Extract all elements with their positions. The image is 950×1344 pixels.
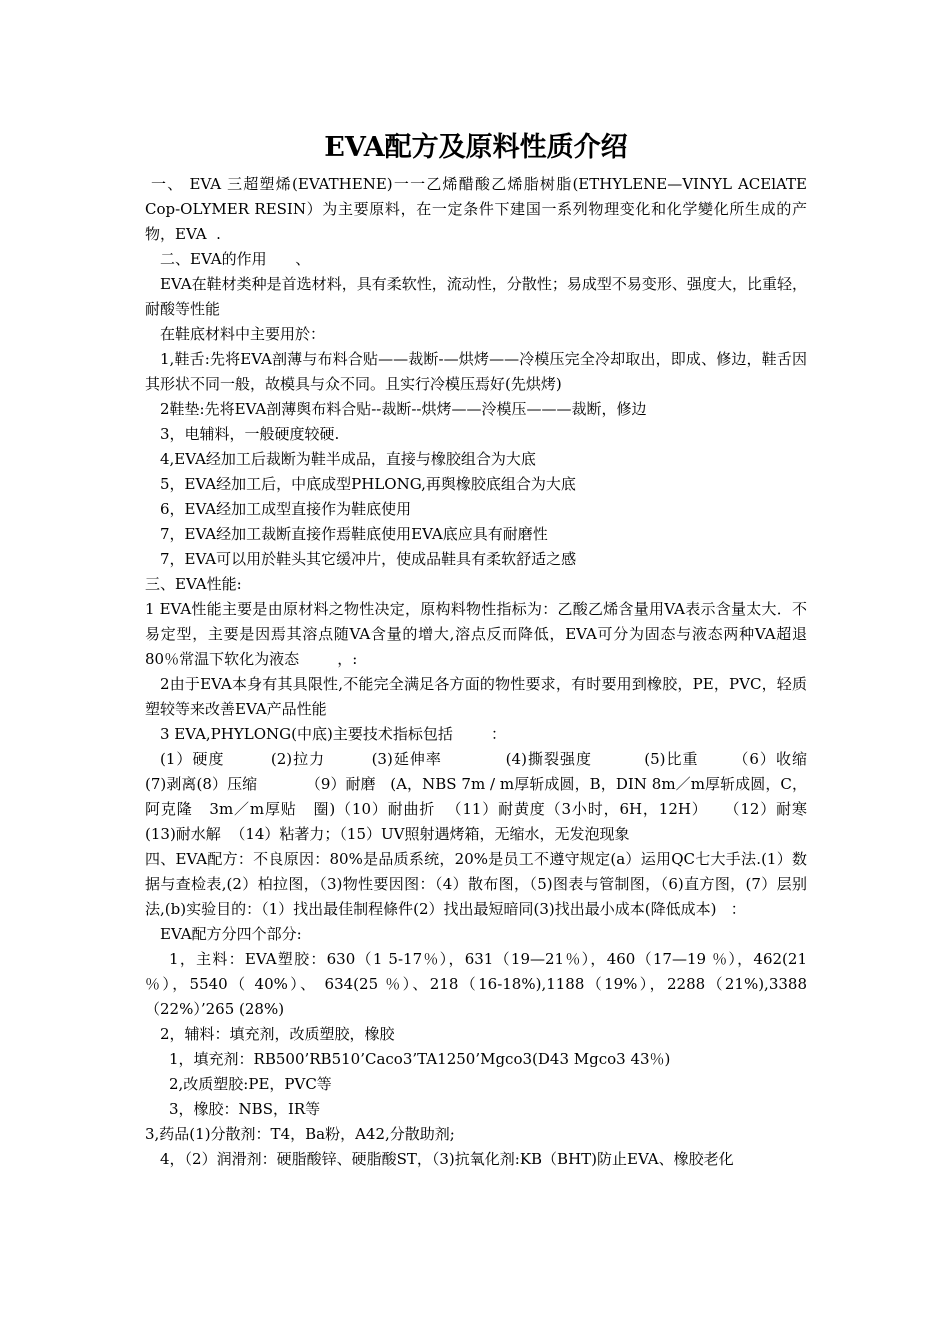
paragraph-list: [145, 172, 855, 1172]
document-title: EVA配方及原料性质介绍: [324, 132, 628, 163]
paragraph: 2，辅料：填充剂，改质塑胶，橡胶: [160, 1025, 395, 1043]
paragraph: 一、 EVA 三超塑烯(EVATHENE)一一乙烯醋酸乙烯脂树脂(ETHYLENE—VINYL ACElATE Cop-OLYMER RESIN）为主要原料，在一定条件下建国一系列物理变化和化学變化所生成的产物，EVA .: [145, 175, 812, 243]
paragraph: 3，电辅料，一般硬度较硬.: [160, 425, 340, 443]
paragraph: 6，EVA经加工成型直接作为鞋底使用: [160, 500, 412, 518]
paragraph: 在鞋底材料中主要用於：: [160, 325, 326, 343]
paragraph: 7，EVA可以用於鞋头其它缓冲片，使成品鞋具有柔软舒适之感: [160, 550, 577, 568]
paragraph: 1，填充剂：RB500’RB510’Caco3’TA1250’Mgco3(D43 Mgco3 43％): [169, 1050, 671, 1068]
paragraph: 3，橡胶：NBS，IR等: [169, 1100, 321, 1118]
paragraph: 7，EVA经加工裁断直接作焉鞋底使用EVA底应具有耐磨性: [160, 525, 548, 543]
paragraph: (1）硬度 (2)拉力 (3)延伸率 (4)撕裂强度 (5)比重 （6）收缩 (7)剥离(8）压缩 （9）耐磨 (A，NBS 7m / m厚斩成圆，B，DIN 8m／m厚斩成圆，C，阿克隆 3m／m厚贴 圈)（10）耐曲折 （11）耐黄度（3小时，6H，12H） （12）耐寒 (13)耐水解 （14）粘著力；（15）UV照射遇烤箱，无缩水，无发泡现象: [145, 750, 855, 843]
paragraph: 3,药品(1)分散剂：T4，Ba粉，A42,分散助剂;: [145, 1125, 455, 1143]
paragraph: 四、EVA配方：不良原因：80%是品质系统，20%是员工不遵守规定(a）运用QC七大手法.(1）数据与查检表,(2）柏拉图，（3)物性要因图：（4）散布图，（5)图表与管制图，（6)直方图，(7）层别法,(b)实验目的：（1）找出最佳制程條件(2）找出最短暗同(3)找出最小成本(降低成本) ：: [145, 850, 807, 918]
paragraph: 3 EVA,PHYLONG(中底)主要技术指标包括 ：: [160, 725, 506, 743]
paragraph: 二、EVA的作用 、: [160, 250, 311, 268]
paragraph: 4,EVA经加工后裁断为鞋半成品，直接与橡胶组合为大底: [160, 450, 536, 468]
paragraph: 1,鞋舌:先将EVA剖薄与布料合贴——裁断-—烘烤——冷模压完全冷却取出，即成、修边，鞋舌因其形状不同一般，故模具与众不同。且实行冷模压焉好(先烘烤): [145, 350, 807, 393]
paragraph: EVA在鞋材类种是首选材料，具有柔软性，流动性，分散性；易成型不易变形、强度大，比重轻，耐酸等性能: [145, 275, 807, 318]
paragraph: 2鞋垫:先将EVA剖薄舆布料合贴--裁断--烘烤——泠模压———裁断，修边: [160, 400, 647, 418]
paragraph: 2由于EVA本身有其具限性,不能完全满足各方面的物性要求，有时要用到橡胶，PE，PVC，轻质塑较等来改善EVA产品性能: [145, 675, 807, 718]
document-body: [145, 128, 855, 1172]
paragraph: 三、EVA性能:: [145, 575, 242, 593]
paragraph: 1 EVA性能主要是由原材料之物性决定，原构料物性指标为：乙酸乙烯含量用VA表示含量太大．不易定型，主要是因焉其溶点随VA含量的增大,溶点反而降低，EVA可分为固态与液态两种VA超退80％常温下软化为液态 ，:: [145, 600, 807, 668]
paragraph: EVA配方分四个部分:: [160, 925, 302, 943]
paragraph: 2,改质塑胶:PE，PVC等: [169, 1075, 332, 1093]
paragraph: 1，主料：EVA塑胶：630（1 5-17％），631（19—21％），460（17—19 ％），462(21 ％），5540（ 40%）、 634(25 ％）、218（16-18%),1188（19%），2288（21%),3388（22%）’265 (28%): [145, 950, 812, 1018]
paragraph: 4，（2）润滑剂：硬脂酸锌、硬脂酸ST，（3)抗氧化剂:KB（BHT)防止EVA、橡胶老化: [160, 1150, 734, 1168]
paragraph: 5，EVA经加工后，中底成型PHLONG,再舆橡胶底组合为大底: [160, 475, 576, 493]
